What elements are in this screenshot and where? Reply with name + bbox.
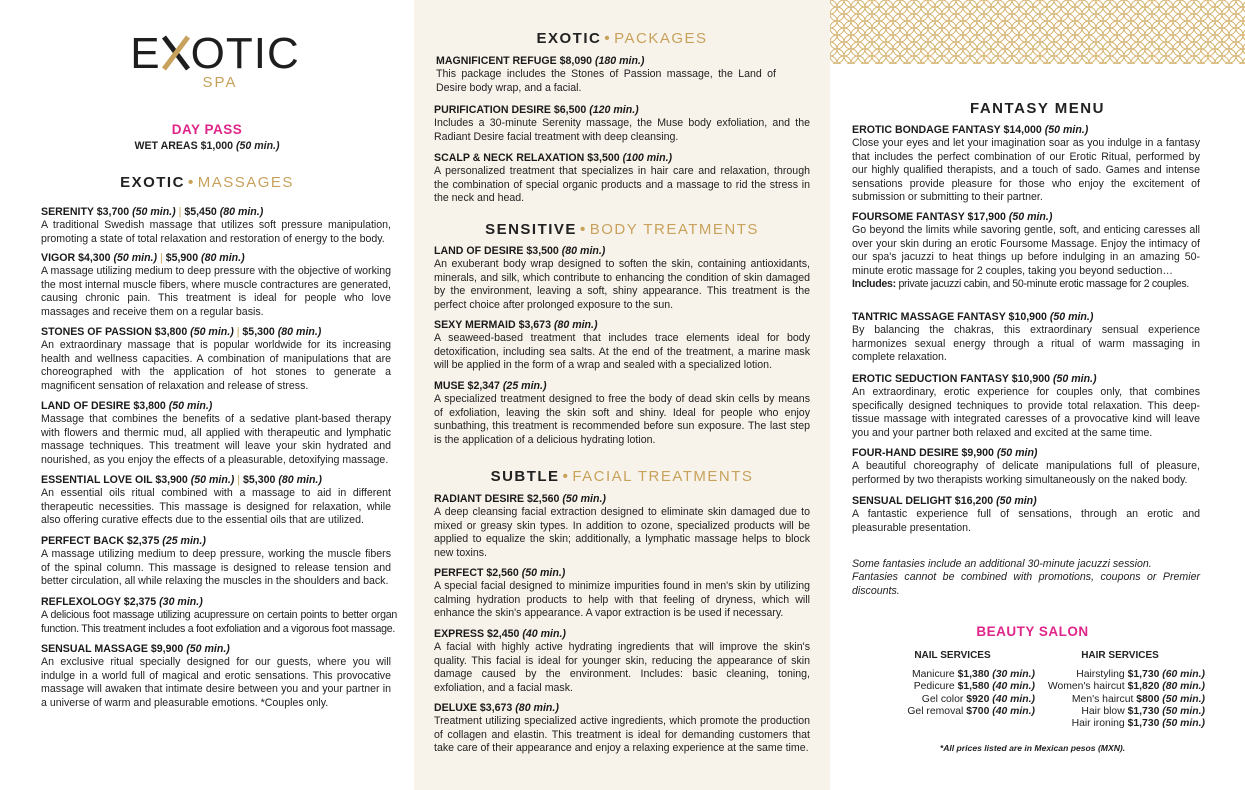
item-duration: (100 min.) xyxy=(622,152,673,164)
nail-row xyxy=(870,681,1035,693)
decorative-lattice-pattern xyxy=(830,0,1245,64)
item-title-2: $5,300 xyxy=(242,474,276,486)
item-description: A massage utilizing medium to deep pressure with the objective of working the most internal muscle fibers, where muscle contractures are generated, causing chronic pain. This treatment is ideal for people who love massages and receive them on a regular basis. xyxy=(41,265,391,318)
packages-heading-b: PACKAGES xyxy=(614,30,708,47)
item-title-line xyxy=(852,311,1200,324)
body-heading-a: SENSITIVE xyxy=(485,221,577,238)
item-description: By balancing the chakras, this extraordinary sensual experience harmonizes sexual energy through a ritual of warm massaging in complete relaxation. xyxy=(852,324,1200,364)
item-duration: (50 min.) xyxy=(190,326,234,338)
item-description: A specialized treatment designed to free the body of dead skin cells by means of exfoliation, leaving the skin soft and shiny. Ideal for people who enjoy sunbathing, this treatment is recommended before sun exposure. The last step is the application of a delicious hydrating lotion. xyxy=(434,393,810,446)
body-item xyxy=(434,245,810,312)
item-title: RADIANT DESIRE $2,560 xyxy=(434,493,560,505)
service-name: Hair blow xyxy=(1081,705,1125,717)
hair-row xyxy=(1035,706,1205,718)
fantasy-item xyxy=(852,124,1200,204)
item-description: A delicious foot massage utilizing acupressure on certain points to better organ function. This treatment includes a foot exfoliation and a vigorous foot massage. xyxy=(41,609,397,635)
item-title-line xyxy=(434,245,810,258)
service-price: $1,380 xyxy=(957,669,990,681)
item-description: An extraordinary massage that is popular worldwide for its increasing health and wellness capacities. A combination of manipulations that are choreographed with the application of hot stones to generate a magnificent sensation of relaxation and release of stress. xyxy=(41,339,391,392)
item-description: Massage that combines the benefits of a sedative plant-based therapy with flowers and thermic mud, all applied with therapeutic and lymphatic massage techniques. This treatment will leave your skin hydrated and nourished, as you enjoy the effects of a pleasurable, detoxifying massage. xyxy=(41,413,391,466)
massage-title: SERENITY $3,700 (50 min.) | $5,450 (80 min.) xyxy=(41,206,264,218)
item-duration-2: (80 min.) xyxy=(277,326,322,338)
facial-heading-a: SUBTLE xyxy=(490,468,560,485)
item-title: DELUXE $3,673 xyxy=(434,702,513,714)
item-title: LAND OF DESIRE $3,800 xyxy=(41,400,166,412)
beauty-salon-heading: BEAUTY SALON xyxy=(976,624,1089,639)
fantasy-note-1: Some fantasies include an additional 30-minute jacuzzi session. xyxy=(852,558,1152,570)
service-price: $920 xyxy=(966,693,990,705)
item-title: FOUR-HAND DESIRE $9,900 xyxy=(852,447,994,459)
includes-text: private jacuzzi cabin, and 50-minute erotic massage for 2 couples. xyxy=(898,278,1189,291)
item-duration: (50 min.) xyxy=(521,567,566,579)
item-title: MAGNIFICENT REFUGE $8,090 xyxy=(436,55,592,67)
item-description: Close your eyes and let your imagination soar as you indulge in a fantasy that includes the perfect combination of our Erotic Ritual, performed by our highly qualified therapists, and a touch of sado. Games and intense sensations provide pleasure for those who enjoy the excitement of submission or submitting to their partner. xyxy=(852,137,1200,204)
middle-column xyxy=(414,0,830,790)
massage-title: VIGOR $4,300 (50 min.) | $5,900 (80 min.) xyxy=(41,252,245,264)
item-description: Treatment utilizing specialized active ingredients, which promote the production of collagen and elastin. This treatment is ideal for demanding customers that take care of their appearance and enjoy a relaxing experience at the same time. xyxy=(434,715,810,755)
spa-logo xyxy=(130,29,300,91)
item-duration-2: (80 min.) xyxy=(278,474,322,486)
item-title-line xyxy=(852,124,1200,137)
fantasy-notes xyxy=(852,558,1200,598)
item-description: An exclusive ritual specially designed for our guests, where you will indulge in a world full of magical and erotic sensations. This provocative massage will awaken that intimate desire between you and your partner in a universe of warm and pleasurable emotions. *Couples only. xyxy=(41,656,391,709)
includes-line xyxy=(852,278,1200,291)
massage-title xyxy=(41,596,397,609)
service-name: Pedicure xyxy=(913,681,955,693)
item-description: A facial with highly active hydrating ingredients that will improve the skin's quality. This facial is ideal for younger skin, reducing the appearance of skin damage caused by the environment. Includes: basic cleaning, toning, exfoliation, and a facial mask. xyxy=(434,641,810,694)
hair-row xyxy=(1035,681,1205,693)
item-description: A fantastic experience full of sensations, through an erotic and pleasurable presentation. xyxy=(852,508,1200,534)
facial-heading: SUBTLE • FACIAL TREATMENTS xyxy=(490,468,754,485)
day-pass-duration: (50 min.) xyxy=(235,140,280,152)
massage-item xyxy=(41,474,391,528)
item-title: PERFECT BACK $2,375 xyxy=(41,535,160,547)
item-title: VIGOR $4,300 xyxy=(41,252,111,264)
item-description: Go beyond the limits while savoring gentle, soft, and enticing caresses all over your skin during an erotic Foursome Massage. Enjoy the intimacy of our spa's jacuzzi to heat things up before indulging in an amazing 50-minute erotic massage for 2 couples, taking you beyond seduction… xyxy=(852,224,1200,277)
price-footnote: *All prices listed are in Mexican pesos (MXN). xyxy=(939,743,1126,753)
item-title-line xyxy=(436,55,776,68)
massage-title xyxy=(41,535,391,548)
item-title: FOURSOME FANTASY $17,900 xyxy=(852,211,1006,223)
item-title-line xyxy=(434,152,810,165)
item-duration: (50 min.) xyxy=(168,400,213,412)
item-title-line xyxy=(434,380,810,393)
item-title-line xyxy=(852,495,1200,508)
service-duration: (80 min.) xyxy=(1162,681,1205,693)
item-title: SEXY MERMAID $3,673 xyxy=(434,319,551,331)
service-price: $1,730 xyxy=(1127,669,1160,681)
massages-heading: EXOTIC • MASSAGES xyxy=(120,174,294,191)
facial-heading-b: FACIAL TREATMENTS xyxy=(572,468,754,485)
item-title-line xyxy=(434,319,810,332)
item-description: A traditional Swedish massage that utilizes soft pressure manipulation, promoting a state of total relaxation and restoration of energy to the body. xyxy=(41,219,391,245)
package-item xyxy=(434,152,810,206)
item-duration: (50 min.) xyxy=(132,206,176,218)
service-name: Gel removal xyxy=(907,705,964,717)
service-duration: (50 min.) xyxy=(1162,718,1205,730)
massage-item xyxy=(41,400,391,467)
item-title: EXPRESS $2,450 xyxy=(434,628,520,640)
day-pass-title: DAY PASS xyxy=(171,122,243,137)
item-duration: (80 min.) xyxy=(553,319,598,331)
body-item xyxy=(434,319,810,373)
item-duration: (180 min.) xyxy=(594,55,645,67)
service-name: Men's haircut xyxy=(1071,693,1134,705)
service-name: Hair ironing xyxy=(1071,718,1125,730)
item-duration: (50 min.) xyxy=(1008,211,1053,223)
item-description: A special facial designed to minimize impurities found in men's skin by utilizing calming hydration products to help with that feeling of dryness, which will enhance the skin's appearance. A vapor extraction is be used if necessary. xyxy=(434,580,810,620)
item-title-line xyxy=(434,567,810,580)
packages-heading: EXOTIC • PACKAGES xyxy=(536,30,708,47)
logo-subtitle: SPA xyxy=(202,74,238,91)
fantasy-item xyxy=(852,311,1200,365)
item-duration: (30 min.) xyxy=(159,596,203,608)
service-price: $700 xyxy=(966,705,990,717)
fantasy-heading: FANTASY MENU xyxy=(970,100,1105,117)
massage-item xyxy=(41,596,397,636)
fantasy-item xyxy=(852,373,1200,440)
service-name: Women's haircut xyxy=(1047,681,1125,693)
item-title: REFLEXOLOGY $2,375 xyxy=(41,596,157,608)
nail-row xyxy=(870,706,1035,718)
item-title-line xyxy=(434,628,810,641)
item-duration: (25 min.) xyxy=(502,380,547,392)
item-title: ESSENTIAL LOVE OIL $3,900 xyxy=(41,474,188,486)
service-duration: (60 min.) xyxy=(1162,669,1205,681)
logo-x-mark xyxy=(161,34,191,72)
item-title: SENSUAL DELIGHT $16,200 xyxy=(852,495,994,507)
item-title-line xyxy=(434,493,810,506)
lattice-svg xyxy=(830,0,1245,64)
service-price: $1,730 xyxy=(1127,705,1160,717)
item-title: EROTIC SEDUCTION FANTASY $10,900 xyxy=(852,373,1050,385)
hair-row xyxy=(1035,694,1205,706)
hair-services-heading: HAIR SERVICES xyxy=(1081,650,1159,661)
packages-heading-a: EXOTIC xyxy=(536,30,602,47)
item-title: LAND OF DESIRE $3,500 xyxy=(434,245,559,257)
logo-letters-otic: OTIC xyxy=(190,29,300,78)
nail-services-heading: NAIL SERVICES xyxy=(914,650,991,661)
day-pass-line xyxy=(0,140,414,152)
massage-item xyxy=(41,326,391,393)
fantasy-item xyxy=(852,495,1200,535)
item-title: PURIFICATION DESIRE $6,500 xyxy=(434,104,587,116)
logo-letter-e: E xyxy=(130,29,161,78)
service-duration: (30 min.) xyxy=(992,669,1035,681)
item-title: EROTIC BONDAGE FANTASY $14,000 xyxy=(852,124,1042,136)
item-title-line xyxy=(852,447,1200,460)
massage-title: STONES OF PASSION $3,800 (50 min.) | $5,300 (80 min.) xyxy=(41,326,322,338)
item-duration: (50 min.) xyxy=(1052,373,1097,385)
massages-heading-a: EXOTIC xyxy=(120,174,185,191)
item-title-line xyxy=(852,373,1200,386)
item-duration-2: (80 min.) xyxy=(201,252,245,264)
fantasy-note-2: Fantasies cannot be combined with promotions, coupons or Premier discounts. xyxy=(852,571,1200,597)
item-description: This package includes the Stones of Passion massage, the Land of Desire body wrap, and a facial. xyxy=(436,68,776,94)
item-title-line xyxy=(852,211,1200,224)
item-description: A deep cleansing facial extraction designed to eliminate skin damaged due to mixed or greasy skin types. In addition to ozone, specialized products will be applied to equalize the skin; additionally, a lymphatic massage helps to block new toxins. xyxy=(434,506,810,559)
massage-item xyxy=(41,252,391,319)
item-duration: (50 min.) xyxy=(190,474,235,486)
item-description: Includes a 30-minute Serenity massage, the Muse body exfoliation, and the Radiant Desire facial treatment with deep cleansing. xyxy=(434,117,810,143)
facial-item xyxy=(434,702,810,756)
item-title-line xyxy=(434,104,810,117)
package-item xyxy=(434,104,810,144)
body-heading: SENSITIVE • BODY TREATMENTS xyxy=(485,221,759,238)
item-title-2: $5,900 xyxy=(165,252,199,264)
service-name: Gel color xyxy=(921,693,964,705)
massage-item xyxy=(41,535,391,589)
item-description: A beautiful choreography of delicate manipulations full of pleasure, performed by two therapists working simultaneously on the naked body. xyxy=(852,460,1200,486)
body-item xyxy=(434,380,810,447)
service-duration: (40 min.) xyxy=(992,681,1035,693)
item-duration: (40 min.) xyxy=(522,628,566,640)
massage-item xyxy=(41,643,391,710)
nail-row xyxy=(870,694,1035,706)
nail-services xyxy=(870,650,1035,718)
fantasy-item xyxy=(852,211,1200,291)
item-duration: (50 min.) xyxy=(113,252,158,264)
item-title-2: $5,300 xyxy=(242,326,275,338)
hair-row xyxy=(1035,669,1205,681)
massage-item xyxy=(41,206,391,246)
item-description: An extraordinary, erotic experience for couples only, that combines specifically designed techniques to provide total relaxation. This deep-tissue massage with integrated caresses of a provocative kind will leave you and your partner both relaxed and excited at the same time. xyxy=(852,386,1200,439)
day-pass-block xyxy=(0,122,414,152)
left-column xyxy=(0,0,414,790)
item-duration: (80 min.) xyxy=(561,245,606,257)
item-title: STONES OF PASSION $3,800 xyxy=(41,326,188,338)
item-description: A seaweed-based treatment that includes trace elements ideal for body detoxification, including sea salts. At the end of the treatment, a marine mask will be applied in the form of a wrap and sealed with a specialized lotion. xyxy=(434,332,810,372)
includes-label: Includes: xyxy=(852,278,896,291)
facial-item xyxy=(434,493,810,560)
fantasy-item xyxy=(852,447,1200,487)
item-title: SERENITY $3,700 xyxy=(41,206,130,218)
item-title-2: $5,450 xyxy=(184,206,217,218)
item-duration: (50 min) xyxy=(996,447,1038,459)
right-column xyxy=(830,0,1245,790)
service-price: $1,580 xyxy=(957,681,990,693)
item-duration: (50 min.) xyxy=(1049,311,1094,323)
massage-title xyxy=(41,400,391,413)
service-price: $1,820 xyxy=(1127,681,1160,693)
massages-heading-b: MASSAGES xyxy=(197,174,294,191)
item-duration: (50 min.) xyxy=(186,643,230,655)
service-name: Manicure xyxy=(911,669,955,681)
item-description: A personalized treatment that specializes in hair care and relaxation, through the combination of special organic products and a massage to rid the stress in the neck and head. xyxy=(434,165,810,205)
item-duration: (120 min.) xyxy=(589,104,639,116)
item-title: MUSE $2,347 xyxy=(434,380,500,392)
item-description: An exuberant body wrap designed to soften the skin, containing antioxidants, minerals, and silk, which contribute to enhancing the condition of skin damaged by the environment, leaving a soft, shiny appearance. This treatment is the perfect choice after prolonged exposure to the sun. xyxy=(434,258,810,311)
item-duration: (80 min.) xyxy=(515,702,559,714)
service-duration: (50 min.) xyxy=(1162,705,1205,717)
item-duration: (50 min) xyxy=(996,495,1037,507)
hair-row xyxy=(1035,718,1205,730)
nail-row xyxy=(870,669,1035,681)
facial-item xyxy=(434,628,810,695)
item-description: An essential oils ritual combined with a massage to aid in different therapeutic necessities. This massage is designed for relaxation, while also offering curative effects due to the essential oils that are utilized. xyxy=(41,487,391,527)
item-title: SCALP & NECK RELAXATION $3,500 xyxy=(434,152,620,164)
service-name: Hairstyling xyxy=(1076,669,1125,681)
service-price: $1,730 xyxy=(1127,718,1160,730)
item-duration: (50 min.) xyxy=(562,493,606,505)
item-description: A massage utilizing medium to deep pressure, working the muscle fibers of the spinal column. This massage is designed to release tension and better circulation, all while relaxing the muscles in the shoulders and back. xyxy=(41,548,391,588)
item-title: TANTRIC MASSAGE FANTASY $10,900 xyxy=(852,311,1047,323)
service-duration: (40 min.) xyxy=(992,705,1035,717)
massage-title xyxy=(41,643,391,656)
hair-services xyxy=(1035,650,1205,730)
item-duration: (50 min.) xyxy=(1044,124,1089,136)
service-duration: (40 min.) xyxy=(992,693,1035,705)
item-title: SENSUAL MASSAGE $9,900 xyxy=(41,643,184,655)
day-pass-price: WET AREAS $1,000 xyxy=(134,140,233,152)
service-duration: (50 min.) xyxy=(1162,693,1205,705)
item-duration-2: (80 min.) xyxy=(219,206,264,218)
service-price: $800 xyxy=(1136,693,1160,705)
package-item xyxy=(436,55,776,95)
item-title-line xyxy=(434,702,810,715)
facial-item xyxy=(434,567,810,621)
item-title: PERFECT $2,560 xyxy=(434,567,519,579)
massage-title: ESSENTIAL LOVE OIL $3,900 (50 min.) | $5,300 (80 min.) xyxy=(41,474,322,486)
item-duration: (25 min.) xyxy=(162,535,206,547)
body-heading-b: BODY TREATMENTS xyxy=(589,221,759,238)
